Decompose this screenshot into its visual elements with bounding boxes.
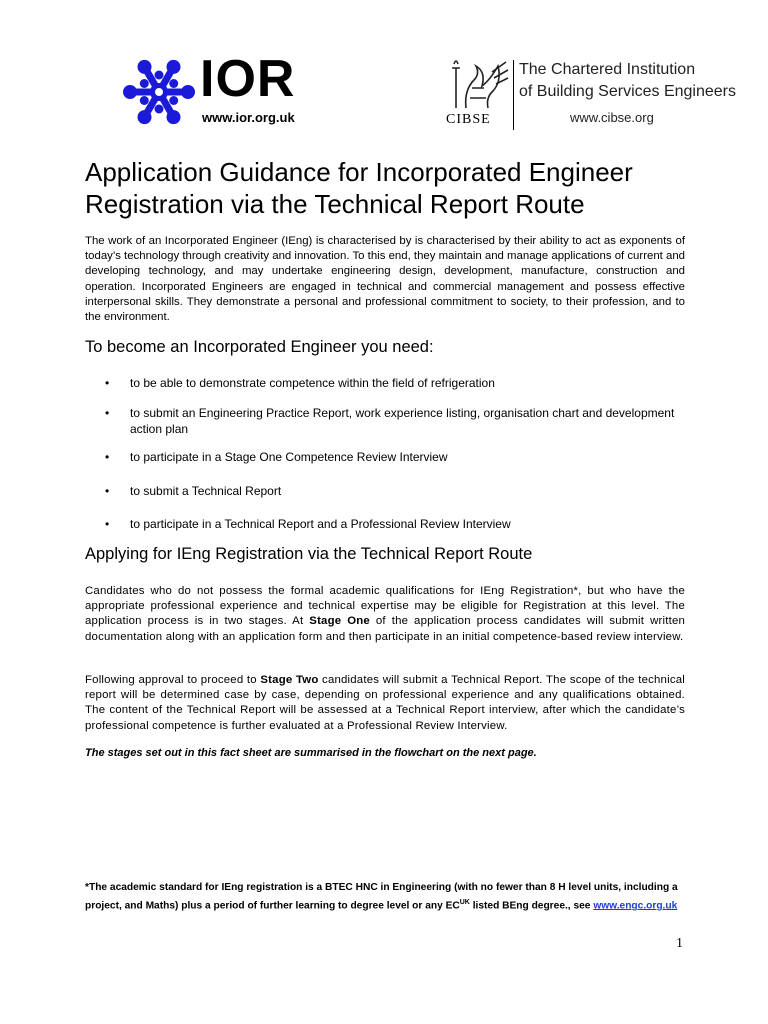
stage-two-label: Stage Two — [260, 674, 319, 686]
ior-url: www.ior.org.uk — [202, 110, 295, 125]
engc-link[interactable]: www.engc.org.uk — [593, 900, 678, 912]
list-item-text: to be able to demonstrate competence within the field of refrigeration — [130, 376, 495, 390]
logo-divider — [513, 60, 514, 130]
cibse-logo — [446, 58, 746, 133]
bullet-icon: • — [105, 376, 110, 390]
footnote — [85, 880, 685, 913]
requirements-heading: To become an Incorporated Engineer you need: — [85, 338, 434, 356]
page-title: Application Guidance for Incorporated Engineer Registration via the Technical Report Route — [85, 157, 633, 219]
footnote-text-before: *The academic standard for IEng registration is a BTEC HNC in Engineering (with no fewer than 8 H level units, including a project, and Maths) plus a period of further learning to degree level or any EC — [85, 882, 678, 912]
footnote-text-after: listed BEng degree., see — [469, 900, 594, 912]
stage-two-text-before: Following approval to proceed to — [85, 674, 261, 686]
bullet-icon: • — [105, 484, 110, 498]
intro-paragraph: The work of an Incorporated Engineer (IEng) is characterised by is characterised by their ability to act as exponents of today’s technology through creativity and innovation. To this end, they maintain and manage applications of current and developing technology, and may undertake engineering design, development, manufacture, construction and operation. Incorporated Engineers are engaged in technical and commercial management and possess effective interpersonal skills. They demonstrate a personal and professional commitment to society, to their profession, and to the environment. — [85, 235, 685, 324]
bullet-icon: • — [105, 517, 110, 531]
ior-wordmark: IOR — [200, 50, 296, 108]
stage-one-label: Stage One — [309, 615, 370, 628]
flowchart-note: The stages set out in this fact sheet are summarised in the flowchart on the next page. — [85, 747, 537, 759]
bullet-icon: • — [105, 406, 110, 420]
list-item-text: to submit a Technical Report — [130, 484, 282, 498]
stage-two-paragraph — [85, 673, 685, 734]
cibse-emblem-icon — [446, 58, 510, 112]
stage-one-text-before: Candidates who do not possess the formal academic qualifications for IEng Registration*, but who have the appropriate professional experience and technical expertise may be eligible for Registration at this level. The application process is in two stages. At — [85, 585, 685, 628]
stage-one-text-after: of the application process candidates will submit written documentation along with an application form and then participate in an initial competence-based review interview. — [85, 615, 686, 643]
cibse-url: www.cibse.org — [570, 110, 654, 125]
snowflake-icon — [122, 55, 196, 129]
page-number: 1 — [676, 936, 683, 951]
stage-one-paragraph — [85, 584, 685, 645]
stage-two-text-after: candidates will submit a Technical Report. The scope of the technical report will be determined case by case, depending on professional experience and any qualifications obtained. The content of the Technical Report will be assessed at a Technical Report interview, after which the candidate’s professional competence is further evaluated at a Professional Review Interview. — [85, 674, 685, 732]
bullet-icon: • — [105, 450, 110, 464]
ior-logo — [122, 50, 322, 130]
cibse-name-line1: The Chartered Institution — [519, 61, 696, 78]
list-item-text: to submit an Engineering Practice Report, work experience listing, organisation chart and development action plan — [130, 406, 675, 436]
cibse-name-line2: of Building Services Engineers — [519, 83, 737, 100]
list-item-text: to participate in a Stage One Competence Review Interview — [130, 450, 448, 464]
footnote-superscript: UK — [459, 899, 470, 906]
cibse-wordmark: CIBSE — [446, 112, 491, 127]
list-item-text: to participate in a Technical Report and a Professional Review Interview — [130, 517, 511, 531]
applying-heading: Applying for IEng Registration via the Technical Report Route — [85, 545, 533, 563]
